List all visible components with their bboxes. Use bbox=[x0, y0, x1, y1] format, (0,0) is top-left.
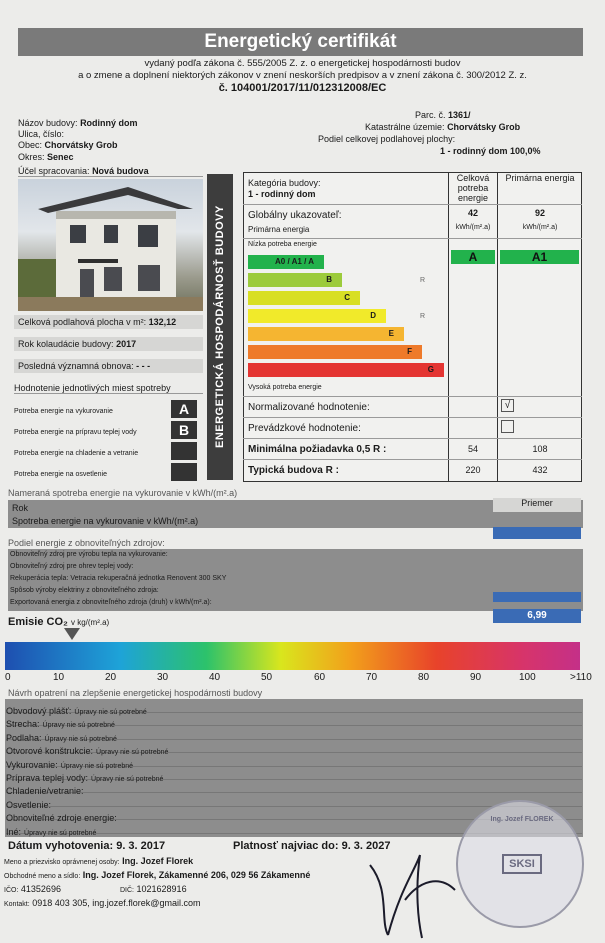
year-value: 2017 bbox=[116, 339, 137, 349]
col2-unit: kWh/(m².a) bbox=[522, 224, 558, 231]
col2-header: Primárna energia bbox=[505, 173, 575, 183]
certificate-number: č. 104001/2017/11/012312008/EC bbox=[218, 82, 387, 94]
company-label: Obchodné meno a sídlo: bbox=[4, 873, 81, 880]
measure-label: Otvorové konštrukcie: bbox=[6, 746, 94, 757]
measured-average-label: Priemer bbox=[493, 498, 581, 512]
bar-e: E bbox=[248, 327, 404, 341]
issue-date-value: 9. 3. 2017 bbox=[116, 840, 166, 852]
exported-energy-value bbox=[493, 592, 581, 602]
renovation-value: - - - bbox=[136, 361, 151, 371]
vertical-label: ENERGETICKÁ HOSPODÁRNOSŤ BUDOVY bbox=[214, 205, 226, 449]
parcel-row bbox=[415, 110, 471, 120]
share-value: 1 - rodinný dom 100,0% bbox=[440, 146, 541, 156]
measure-row bbox=[6, 741, 582, 757]
tick-30: 30 bbox=[157, 672, 169, 683]
place-lighting-grade bbox=[171, 463, 197, 481]
operational-label: Prevádzkové hodnotenie: bbox=[248, 423, 361, 434]
tick-0: 0 bbox=[5, 672, 11, 683]
tick-20: 20 bbox=[105, 672, 117, 683]
renewable-row-4: Spôsob výroby elektriny z obnoviteľného zdroja: bbox=[10, 587, 159, 594]
okres-value: Senec bbox=[47, 152, 74, 162]
contact-email[interactable]: ing.jozef.florek@gmail.com bbox=[92, 898, 201, 908]
measure-row bbox=[6, 701, 582, 716]
obec-row bbox=[18, 140, 118, 150]
min-col2: 108 bbox=[532, 444, 548, 454]
validity-value: 9. 3. 2027 bbox=[341, 840, 391, 852]
bar-b: B bbox=[248, 273, 342, 287]
obec-value: Chorvátsky Grob bbox=[44, 140, 118, 150]
ico-row bbox=[4, 884, 61, 894]
place-cooling-label: Potreba energie na chladenie a vetranie bbox=[14, 450, 139, 457]
tick-80: 80 bbox=[418, 672, 430, 683]
places-title: Hodnotenie jednotlivých miest spotreby bbox=[14, 383, 203, 394]
measure-row bbox=[6, 728, 582, 743]
bar-g: G bbox=[248, 363, 444, 377]
measure-value: Úpravy nie sú potrebné bbox=[42, 722, 115, 730]
measure-label: Iné: bbox=[6, 826, 22, 837]
cadastral-value: Chorvátsky Grob bbox=[447, 122, 521, 132]
normalized-checkbox[interactable]: √ bbox=[501, 399, 514, 412]
tick-110: >110 bbox=[570, 672, 592, 683]
dic-value: 1021628916 bbox=[136, 884, 187, 894]
certificate-title: Energetický certifikát bbox=[18, 28, 583, 56]
place-cooling-grade bbox=[171, 442, 197, 460]
official-stamp bbox=[456, 800, 584, 928]
r-marker-2: R bbox=[420, 313, 426, 320]
parcel-value: 1361/ bbox=[448, 110, 471, 120]
measures-title: Návrh opatrení na zlepšenie energetickej hospodárnosti budovy bbox=[8, 688, 263, 698]
col1-class: A bbox=[451, 250, 495, 264]
renewable-row-2: Obnoviteľný zdroj pre ohrev teplej vody: bbox=[10, 563, 134, 570]
floor-area-label: Celková podlahová plocha v m²: bbox=[18, 317, 147, 327]
contact-phone: 0918 403 305, bbox=[32, 898, 90, 908]
low-energy-label: Nízka potreba energie bbox=[248, 241, 317, 248]
renewables-title: Podiel energie z obnoviteľných zdrojov: bbox=[8, 538, 165, 548]
bar-a: A0 / A1 / A bbox=[248, 255, 324, 269]
normalized-label: Normalizované hodnotenie: bbox=[248, 402, 370, 413]
house-illustration bbox=[18, 179, 203, 311]
measure-label: Obnoviteľné zdroje energie: bbox=[6, 813, 117, 824]
renewable-row-1: Obnoviteľný zdroj pre výrobu tepla na vykurovanie: bbox=[10, 551, 168, 558]
house-photo bbox=[18, 179, 203, 311]
stamp-logo: SKSI bbox=[502, 854, 542, 874]
renovation-row bbox=[14, 359, 203, 373]
measure-label: Osvetlenie: bbox=[6, 799, 52, 810]
category-value: 1 - rodinný dom bbox=[248, 189, 316, 199]
measure-label: Vykurovanie: bbox=[6, 759, 58, 770]
building-name-row bbox=[18, 118, 138, 128]
company-row bbox=[4, 870, 310, 880]
emissions-unit: v kg/(m².a) bbox=[70, 618, 110, 627]
purpose-row bbox=[18, 166, 203, 177]
renewable-row-3: Rekuperácia tepla: Vetracia rekuperačná jednotka Renovent 300 SKY bbox=[10, 575, 227, 582]
vertical-strip bbox=[207, 174, 233, 480]
typical-col1: 220 bbox=[465, 465, 481, 475]
measure-value: Úpravy nie sú potrebné bbox=[60, 762, 134, 770]
emissions-arrow-icon bbox=[64, 628, 80, 640]
stamp-text: Ing. Jozef FLOREK bbox=[490, 816, 554, 823]
emissions-scale bbox=[5, 642, 580, 670]
emissions-label: Emisie CO₂ bbox=[8, 616, 68, 628]
building-name-label: Názov budovy: bbox=[18, 118, 78, 128]
tick-60: 60 bbox=[314, 672, 326, 683]
col1-unit: kWh/(m².a) bbox=[455, 224, 491, 231]
ico-label: IČO: bbox=[4, 887, 19, 894]
typical-building-label: Typická budova R : bbox=[248, 465, 339, 476]
share-label: Podiel celkovej podlahovej plochy: bbox=[318, 134, 456, 144]
tick-10: 10 bbox=[53, 672, 65, 683]
company-value: Ing. Jozef Florek, Zákamenné 206, 029 56 Zákamenné bbox=[82, 870, 311, 880]
measure-row bbox=[6, 714, 582, 730]
tick-70: 70 bbox=[366, 672, 378, 683]
high-energy-label: Vysoká potreba energie bbox=[248, 384, 322, 391]
tick-40: 40 bbox=[209, 672, 221, 683]
measure-value: Úpravy nie sú potrebné bbox=[74, 709, 147, 716]
place-hotwater-label: Potreba energie na prípravu teplej vody bbox=[14, 429, 137, 436]
law-line-1: vydaný podľa zákona č. 555/2005 Z. z. o energetickej hospodárnosti budov bbox=[144, 58, 461, 69]
parcel-label: Parc. č. bbox=[415, 110, 446, 120]
measure-row bbox=[6, 755, 582, 770]
obec-label: Obec: bbox=[18, 140, 43, 150]
tick-90: 90 bbox=[470, 672, 482, 683]
purpose-label: Účel spracovania: bbox=[18, 166, 90, 176]
typical-col2: 432 bbox=[532, 465, 548, 475]
measured-title: Nameraná spotreba energie na vykurovanie v kWh/(m².a) bbox=[8, 488, 238, 498]
purpose-value: Nová budova bbox=[92, 166, 149, 176]
measured-year-label: Rok bbox=[12, 503, 29, 513]
emissions-ticks bbox=[5, 672, 605, 686]
ico-value: 41352696 bbox=[20, 884, 61, 894]
measure-row bbox=[6, 781, 582, 797]
measure-label: Strecha: bbox=[6, 719, 40, 730]
cadastral-label: Katastrálne územie: bbox=[365, 122, 445, 132]
operational-checkbox[interactable] bbox=[501, 420, 514, 433]
measure-value: Úpravy nie sú potrebné bbox=[44, 735, 117, 743]
renewable-row-5: Exportovaná energia z obnoviteľného zdroja (druh) v kWh/(m².a): bbox=[10, 599, 212, 606]
issue-date-label: Dátum vyhotovenia: bbox=[8, 840, 114, 852]
min-requirement-label: Minimálna požiadavka 0,5 R : bbox=[248, 444, 387, 455]
year-row bbox=[14, 337, 203, 351]
okres-row bbox=[18, 152, 74, 162]
emissions-label-row bbox=[8, 616, 109, 628]
tick-100: 100 bbox=[519, 672, 536, 683]
measure-label: Chladenie/vetranie: bbox=[6, 786, 84, 797]
place-lighting-label: Potreba energie na osvetlenie bbox=[14, 471, 108, 478]
measured-consumption-label: Spotreba energie na vykurovanie v kWh/(m².a) bbox=[12, 516, 199, 526]
dic-row bbox=[120, 884, 187, 894]
min-col1: 54 bbox=[467, 444, 478, 454]
r-marker-1: R bbox=[420, 277, 426, 284]
measure-label: Podlaha: bbox=[6, 732, 42, 743]
place-heating-grade: A bbox=[171, 400, 197, 418]
measure-value: Úpravy nie sú potrebné bbox=[24, 829, 97, 837]
floor-area-row bbox=[14, 315, 203, 329]
contact-row bbox=[4, 898, 200, 908]
street-label: Ulica, číslo: bbox=[18, 129, 65, 139]
global-sub: Primárna energia bbox=[248, 225, 310, 234]
issue-date-row bbox=[8, 840, 165, 852]
person-row bbox=[4, 856, 193, 866]
global-label: Globálny ukazovateľ: bbox=[248, 210, 342, 221]
bar-f: F bbox=[248, 345, 422, 359]
tick-50: 50 bbox=[261, 672, 273, 683]
floor-area-value: 132,12 bbox=[148, 317, 177, 327]
contact-label: Kontakt: bbox=[4, 901, 30, 908]
measure-value: Úpravy nie sú potrebné bbox=[91, 776, 164, 783]
cadastral-row bbox=[365, 122, 520, 132]
bar-c: C bbox=[248, 291, 360, 305]
col2-value: 92 bbox=[534, 208, 545, 218]
place-hotwater-grade: B bbox=[171, 421, 197, 439]
signature bbox=[360, 850, 470, 940]
category-label: Kategória budovy: bbox=[248, 178, 321, 188]
person-value: Ing. Jozef Florek bbox=[122, 856, 194, 866]
year-label: Rok kolaudácie budovy: bbox=[18, 339, 114, 349]
validity-label: Platnosť najviac do: bbox=[233, 840, 339, 852]
dic-label: DIČ: bbox=[120, 887, 134, 894]
measure-label: Príprava teplej vody: bbox=[6, 773, 89, 783]
col1-value: 42 bbox=[467, 208, 478, 218]
renovation-label: Posledná významná obnova: bbox=[18, 361, 134, 371]
measure-row bbox=[6, 768, 582, 783]
person-label: Meno a priezvisko oprávnenej osoby: bbox=[4, 859, 120, 866]
col1-header: Celková potreba energie bbox=[456, 173, 490, 203]
measured-average-value bbox=[493, 527, 581, 539]
bar-d: D bbox=[248, 309, 386, 323]
building-name-value: Rodinný dom bbox=[80, 118, 138, 128]
law-line-2: a o zmene a doplnení niektorých zákonov v znení neskorších predpisov a v znení zákona č. 300/2012 Z. z. bbox=[78, 70, 527, 81]
measure-label: Obvodový plášť: bbox=[6, 706, 72, 716]
measure-value: Úpravy nie sú potrebné bbox=[96, 749, 169, 757]
col2-class: A1 bbox=[500, 250, 579, 264]
okres-label: Okres: bbox=[18, 152, 45, 162]
place-heating-label: Potreba energie na vykurovanie bbox=[14, 408, 113, 415]
emissions-value: 6,99 bbox=[493, 609, 581, 623]
